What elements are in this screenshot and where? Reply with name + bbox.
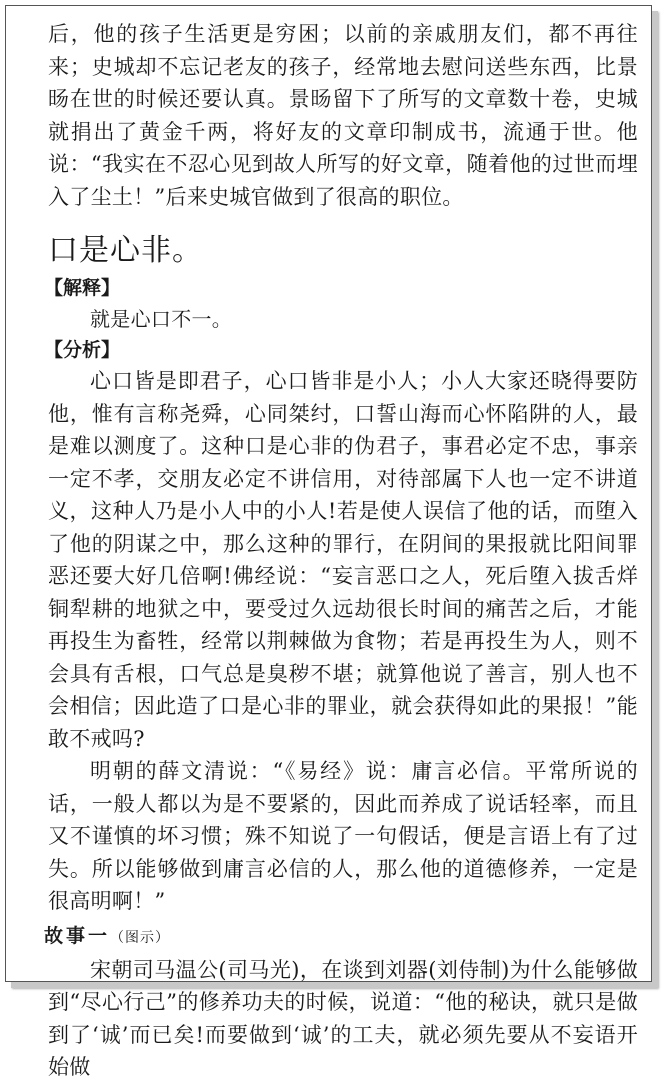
analysis-paragraph-2: 明朝的薛文清说：“《易经》说：庸言必信。平常所说的话，一般人都以为是不要紧的，因此而养成了说话轻率，而且又不谨慎的坏习惯；殊不知说了一句假话，便是言语上有了过失。所以能够做到庸言必信的人，那么他的道德修养，一定是很高明啊！”	[48, 759, 638, 913]
explanation-text: 就是心口不一。	[90, 307, 233, 331]
idiom-heading: 口是心非。	[48, 233, 203, 268]
book-page	[5, 5, 652, 1079]
story-label: 故事一	[44, 924, 111, 947]
story-paragraph-1: 宋朝司马温公(司马光)，在谈到刘器(刘侍制)为什么能够做到“尽心行己”的修养功夫的时候，说道：“他的秘诀，就只是做到了‘诚’而已矣!而要做到‘诚’的工夫，就必须先要从不妄语开始做	[48, 957, 638, 1079]
analysis-paragraph-1: 心口皆是即君子，心口皆非是小人；小人大家还晓得要防他，惟有言称尧舜，心同桀纣，口誓山海而心怀陷阱的人，最是难以测度了。这种口是心非的伪君子，事君必定不忠，事亲一定不孝，交朋友必定不讲信用，对待部属下人也一定不讲道义，这种人乃是小人中的小人!若是使人误信了他的话，而堕入了他的阴谋之中，那么这种的罪行，在阴间的果报就比阳间罪恶还要大好几倍啊!佛经说：“妄言恶口之人，死后堕入拔舌烊铜犁耕的地狱之中，要受过久远劫很长时间的痛苦之后，才能再投生为畜牲，经常以荆棘做为食物；若是再投生为人，则不会具有舌根，口气总是臭秽不堪；就算他说了善言，别人也不会相信；因此造了口是心非的罪业，就会获得如此的果报！”能敢不戒吗?	[48, 369, 638, 751]
explanation-label: 【解释】	[44, 277, 121, 299]
page-content	[44, 18, 638, 1084]
analysis-label: 【分析】	[44, 339, 121, 361]
story-heading	[44, 920, 638, 954]
story-note: （图示）	[110, 929, 171, 946]
paragraph-continued: 后，他的孩子生活更是穷困；以前的亲戚朋友们，都不再往来；史城却不忘记老友的孩子，经常地去慰问送些东西，比景旸在世的时候还要认真。景旸留下了所写的文章数十卷，史城就捐出了黄金千两，将好友的文章印制成书，流通于世。他说：“我实在不忍心见到故人所写的好文章，随着他的过世而埋入了尘土！”后来史城官做到了很高的职位。	[48, 22, 638, 209]
